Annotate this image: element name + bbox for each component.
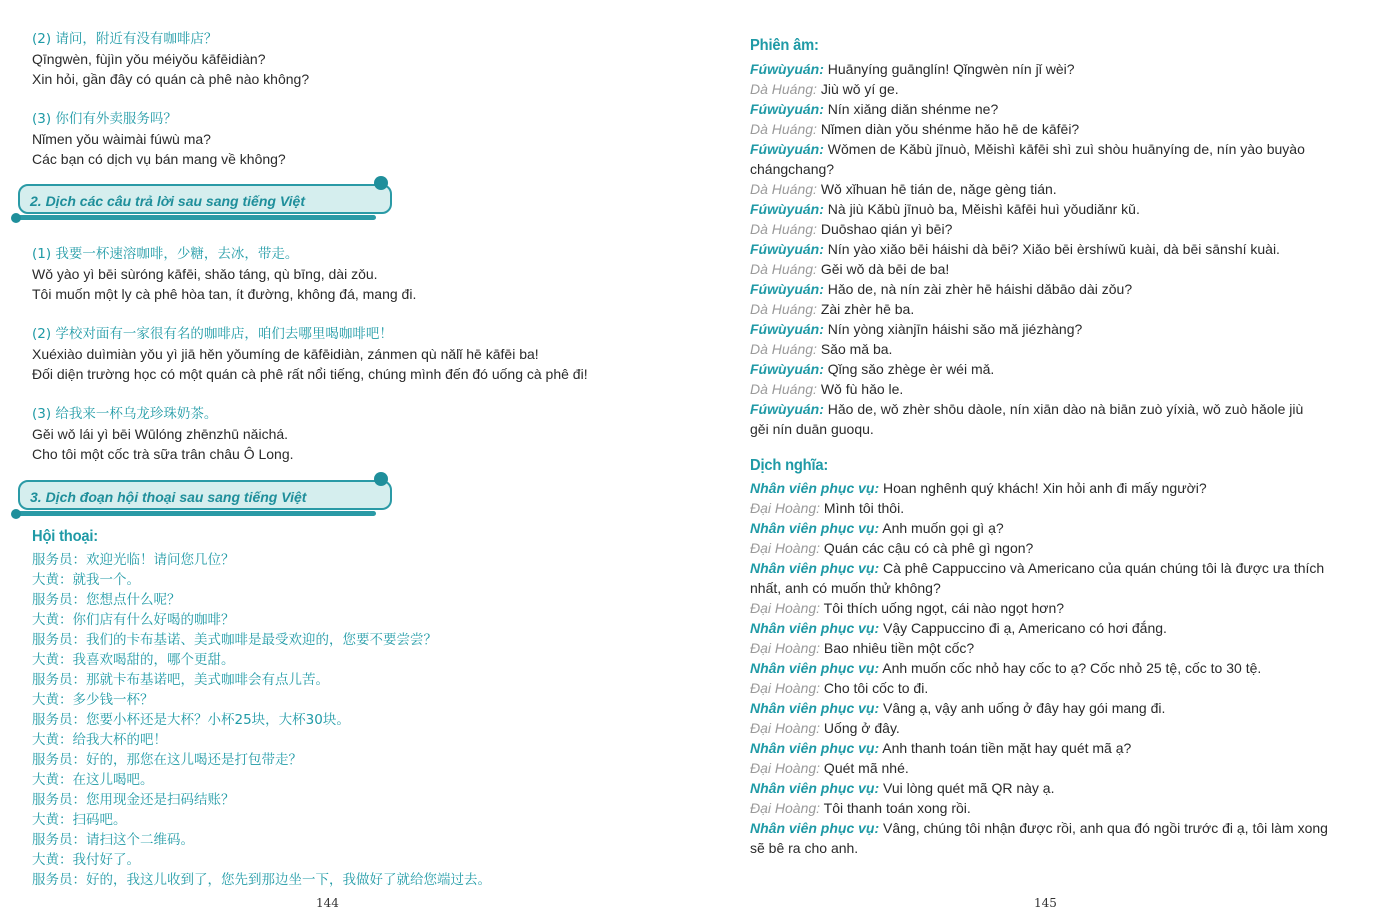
speaker-label: Đại Hoàng: [750, 500, 821, 516]
dialog-line [750, 718, 900, 738]
utterance-text: Mình tôi thôi. [820, 500, 905, 516]
utterance-text: Anh muốn gọi gì ạ? [879, 520, 1004, 536]
speaker-label: Dà Huáng: [750, 121, 817, 137]
speaker-label: Đại Hoàng: [750, 800, 821, 816]
dialog-line [750, 738, 1131, 758]
speaker-label: Nhân viên phục vụ: [750, 560, 880, 576]
dialog-line: 服务员：您要小杯还是大杯？小杯25块，大杯30块。 [32, 712, 350, 728]
utterance-text: Anh thanh toán tiền mặt hay quét mã ạ? [879, 740, 1132, 756]
utterance-continuation: gěi nín duān guoqu. [750, 421, 874, 437]
dialog-line: 大黄：扫码吧。 [32, 812, 127, 828]
utterance-text: Nà jiù Kǎbù jīnuò ba, Měishì kāfēi huì yǒudiǎnr kǔ. [823, 201, 1140, 217]
utterance-text: Huānyíng guānglín! Qǐngwèn nín jǐ wèi? [823, 61, 1075, 77]
dialog-line [750, 79, 899, 99]
speaker-label: Nhân viên phục vụ: [750, 520, 880, 536]
speaker-label: Nhân viên phục vụ: [750, 780, 880, 796]
utterance-text: Quán các cậu có cà phê gì ngon? [820, 540, 1034, 556]
dialog-line [750, 638, 974, 658]
utterance-text: Vậy Cappuccino đi ạ, Americano có hơi đắng. [879, 620, 1167, 636]
utterance-text: Nín yòng xiànjīn háishi sǎo mǎ jiézhàng? [823, 321, 1083, 337]
speaker-label: Fúwùyuán: [750, 361, 824, 377]
question-3-chinese: (3) 你们有外卖服务吗？ [32, 111, 177, 127]
utterance-text: Vâng ạ, vậy anh uống ở đây hay gói mang đi. [879, 700, 1166, 716]
utterance-text: Gěi wǒ dà bēi de ba! [816, 261, 950, 277]
dialog-line [750, 59, 1075, 79]
dialog-line [750, 119, 1079, 139]
dialog-line: 服务员：欢迎光临！请问您几位？ [32, 552, 235, 568]
dialog-line [750, 339, 892, 359]
dialog-line: 服务员：我们的卡布基诺、美式咖啡是最受欢迎的，您要不要尝尝？ [32, 632, 437, 648]
dialog-line: 服务员：好的，那您在这儿喝还是打包带走？ [32, 752, 302, 768]
question-2-pinyin: Qīngwèn, fùjìn yǒu méiyǒu kāfēidiàn? [32, 51, 266, 67]
dialog-line: 大黄：我付好了。 [32, 852, 140, 868]
utterance-text: Qǐng sǎo zhège èr wéi mǎ. [823, 361, 995, 377]
question-3-vietnamese: Các bạn có dịch vụ bán mang về không? [32, 151, 286, 167]
question-3-pinyin: Nǐmen yǒu wàimài fúwù ma? [32, 131, 211, 147]
dialog-line [750, 598, 1064, 618]
speaker-label: Dà Huáng: [750, 381, 817, 397]
dialog-line [750, 139, 1305, 159]
answer-2-vietnamese: Đối diện trường học có một quán cà phê rất nổi tiếng, chúng mình đến đó uống cà phê đi! [32, 366, 588, 382]
dialog-line: 服务员：您用现金还是扫码结账？ [32, 792, 235, 808]
utterance-text: Wǒ xǐhuan hē tián de, nǎge gèng tián. [816, 181, 1057, 197]
answer-2-chinese: (2) 学校对面有一家很有名的咖啡店，咱们去哪里喝咖啡吧！ [32, 326, 393, 342]
dialog-line [750, 678, 928, 698]
utterance-text: Bao nhiêu tiền một cốc? [820, 640, 975, 656]
dialog-line: 大黄：就我一个。 [32, 572, 140, 588]
section-3-title: 3. Dịch đoạn hội thoại sau sang tiếng Việt [30, 489, 307, 505]
dialog-line: 服务员：您想点什么呢？ [32, 592, 181, 608]
speaker-label: Đại Hoàng: [750, 720, 821, 736]
utterance-text: Nín yào xiǎo bēi háishi dà bēi? Xiǎo bēi èrshíwǔ kuài, dà bēi sānshí kuài. [823, 241, 1280, 257]
speaker-label: Dà Huáng: [750, 221, 817, 237]
utterance-text: Uống ở đây. [820, 720, 900, 736]
dialog-line [750, 758, 909, 778]
translation-heading: Dịch nghĩa: [750, 457, 829, 474]
dialog-line: 服务员：那就卡布基诺吧，美式咖啡会有点儿苦。 [32, 672, 329, 688]
dialog-line [750, 299, 914, 319]
dialog-line: 服务员：好的，我这儿收到了，您先到那边坐一下，我做好了就给您端过去。 [32, 872, 491, 888]
answer-3-chinese: (3) 给我来一杯乌龙珍珠奶茶。 [32, 406, 218, 422]
section-2-banner [14, 182, 396, 220]
speaker-label: Fúwùyuán: [750, 141, 824, 157]
dialog-line [750, 99, 998, 119]
utterance-continuation: nhất, anh có muốn thử không? [750, 580, 941, 596]
dialog-line [750, 498, 904, 518]
dialog-line: 大黄：你们店有什么好喝的咖啡？ [32, 612, 235, 628]
utterance-text: Jiù wǒ yí ge. [816, 81, 899, 97]
dialog-line [750, 558, 1324, 578]
speaker-label: Dà Huáng: [750, 181, 817, 197]
speaker-label: Dà Huáng: [750, 301, 817, 317]
speaker-label: Fúwùyuán: [750, 61, 824, 77]
answer-3-pinyin: Gěi wǒ lái yì bēi Wūlóng zhēnzhū nǎichá. [32, 426, 289, 442]
utterance-text: Nín xiǎng diǎn shénme ne? [823, 101, 999, 117]
speaker-label: Đại Hoàng: [750, 600, 821, 616]
utterance-text: Wǒmen de Kǎbù jīnuò, Měishì kāfēi shì zuì shòu huānyíng de, nín yào buyào [823, 141, 1305, 157]
dialog-line [750, 538, 1033, 558]
dialog-line [750, 518, 1004, 538]
speaker-label: Đại Hoàng: [750, 640, 821, 656]
dialog-line [750, 179, 1057, 199]
page-number-right: 145 [1034, 896, 1057, 910]
dialog-line [750, 658, 1261, 678]
utterance-continuation: chángchang? [750, 161, 835, 177]
utterance-text: Cà phê Cappuccino và Americano của quán chúng tôi là được ưa thích [879, 560, 1325, 576]
question-2-vietnamese: Xin hỏi, gần đây có quán cà phê nào không? [32, 71, 310, 87]
dialog-line [750, 319, 1082, 339]
dialog-line: 大黄：在这儿喝吧。 [32, 772, 154, 788]
answer-3-vietnamese: Cho tôi một cốc trà sữa trân châu Ô Long. [32, 446, 294, 462]
utterance-text: Hǎo de, nà nín zài zhèr hē háishi dǎbāo dài zǒu? [823, 281, 1133, 297]
speaker-label: Đại Hoàng: [750, 540, 821, 556]
utterance-text: Vui lòng quét mã QR này ạ. [879, 780, 1055, 796]
speaker-label: Nhân viên phục vụ: [750, 620, 880, 636]
utterance-text: Nǐmen diàn yǒu shénme hǎo hē de kāfēi? [816, 121, 1080, 137]
dialog-line [750, 778, 1054, 798]
dialog-line [750, 478, 1207, 498]
dialog-line [750, 818, 1328, 838]
speaker-label: Fúwùyuán: [750, 401, 824, 417]
utterance-text: Duōshao qián yì bēi? [816, 221, 953, 237]
speaker-label: Fúwùyuán: [750, 321, 824, 337]
question-2-chinese: (2) 请问，附近有没有咖啡店？ [32, 31, 218, 47]
utterance-continuation: sẽ bê ra cho anh. [750, 840, 859, 856]
page-number-left: 144 [316, 896, 339, 910]
speaker-label: Nhân viên phục vụ: [750, 660, 880, 676]
dialog-line: 大黄：多少钱一杯？ [32, 692, 154, 708]
utterance-text: Hoan nghênh quý khách! Xin hỏi anh đi mấy người? [879, 480, 1207, 496]
dialog-line [750, 399, 1303, 419]
utterance-text: Cho tôi cốc to đi. [820, 680, 929, 696]
dialog-line [750, 199, 1140, 219]
utterance-text: Anh muốn cốc nhỏ hay cốc to ạ? Cốc nhỏ 25 tệ, cốc to 30 tệ. [879, 660, 1262, 676]
left-page [0, 0, 696, 918]
dialog-line [750, 359, 994, 379]
speaker-label: Nhân viên phục vụ: [750, 740, 880, 756]
dialog-line [750, 798, 971, 818]
dialog-line [750, 219, 952, 239]
answer-1-vietnamese: Tôi muốn một ly cà phê hòa tan, ít đường, không đá, mang đi. [32, 286, 417, 302]
right-page [696, 0, 1393, 918]
section-2-title: 2. Dịch các câu trả lời sau sang tiếng Việt [30, 193, 305, 209]
utterance-text: Tôi thích uống ngọt, cái nào ngọt hơn? [820, 600, 1065, 616]
speaker-label: Nhân viên phục vụ: [750, 480, 880, 496]
dialog-heading: Hội thoại: [32, 528, 99, 545]
speaker-label: Đại Hoàng: [750, 760, 821, 776]
dialog-line [750, 698, 1165, 718]
utterance-text: Sǎo mǎ ba. [816, 341, 893, 357]
speaker-label: Đại Hoàng: [750, 680, 821, 696]
dialog-line [750, 618, 1167, 638]
pinyin-heading: Phiên âm: [750, 37, 819, 54]
utterance-text: Vâng, chúng tôi nhận được rồi, anh qua đó ngồi trước đi ạ, tôi làm xong [879, 820, 1328, 836]
speaker-label: Fúwùyuán: [750, 281, 824, 297]
answer-1-chinese: (1) 我要一杯速溶咖啡，少糖，去冰，带走。 [32, 246, 299, 262]
utterance-text: Zài zhèr hē ba. [816, 301, 915, 317]
speaker-label: Dà Huáng: [750, 341, 817, 357]
answer-2-pinyin: Xuéxiào duìmiàn yǒu yì jiā hěn yǒumíng de kāfēidiàn, zánmen qù nǎlǐ hē kāfēi ba! [32, 346, 539, 362]
speaker-label: Fúwùyuán: [750, 241, 824, 257]
dialog-line [750, 379, 903, 399]
section-3-banner [14, 478, 396, 516]
speaker-label: Nhân viên phục vụ: [750, 700, 880, 716]
speaker-label: Nhân viên phục vụ: [750, 820, 880, 836]
speaker-label: Fúwùyuán: [750, 201, 824, 217]
utterance-text: Tôi thanh toán xong rồi. [820, 800, 971, 816]
dialog-line: 大黄：我喜欢喝甜的，哪个更甜。 [32, 652, 235, 668]
dialog-line: 大黄：给我大杯的吧！ [32, 732, 167, 748]
speaker-label: Dà Huáng: [750, 81, 817, 97]
answer-1-pinyin: Wǒ yào yì bēi sùróng kāfēi, shǎo táng, qù bīng, dài zǒu. [32, 266, 378, 282]
utterance-text: Quét mã nhé. [820, 760, 909, 776]
dialog-line [750, 259, 949, 279]
utterance-text: Hǎo de, wǒ zhèr shōu dàole, nín xiān dào nà biān zuò yíxià, wǒ zuò hǎole jiù [823, 401, 1304, 417]
dialog-line [750, 279, 1132, 299]
speaker-label: Dà Huáng: [750, 261, 817, 277]
dialog-line: 服务员：请扫这个二维码。 [32, 832, 194, 848]
utterance-text: Wǒ fù hǎo le. [816, 381, 904, 397]
dialog-line [750, 239, 1280, 259]
speaker-label: Fúwùyuán: [750, 101, 824, 117]
